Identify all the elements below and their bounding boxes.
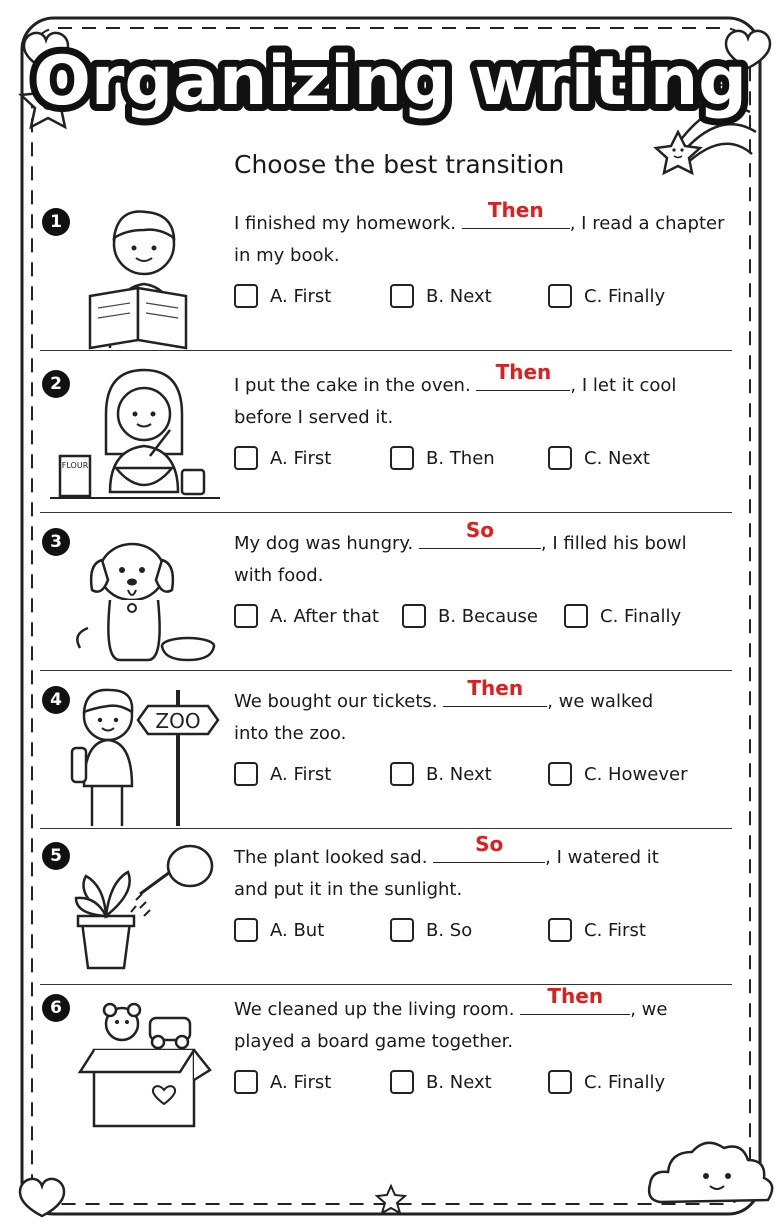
answer-options <box>234 604 734 638</box>
question-number-badge: 3 <box>42 528 70 556</box>
answer-options <box>234 762 734 796</box>
option-label: A. First <box>270 1071 332 1093</box>
question-illustration <box>70 832 220 982</box>
question-illustration <box>70 984 220 1134</box>
question-1 <box>0 198 784 356</box>
option-b[interactable] <box>390 1070 492 1094</box>
option-b[interactable] <box>402 604 538 628</box>
sentence-start: My dog was hungry. <box>234 533 419 554</box>
question-illustration <box>70 198 220 348</box>
handwritten-answer: So <box>465 518 494 542</box>
sentence-start: I put the cake in the oven. <box>234 375 477 396</box>
question-2 <box>0 360 784 518</box>
sentence-start: The plant looked sad. <box>234 847 434 868</box>
question-number-badge: 5 <box>42 842 70 870</box>
question-number-badge: 2 <box>42 370 70 398</box>
option-label: C. Finally <box>600 605 682 627</box>
question-sentence <box>234 832 734 906</box>
option-b[interactable] <box>390 446 495 470</box>
section-divider <box>40 350 732 351</box>
option-label: A. After that <box>270 605 379 627</box>
handwritten-answer: Then <box>487 198 544 222</box>
answer-blank[interactable] <box>433 832 545 863</box>
option-a[interactable] <box>234 1070 331 1094</box>
sentence-start: We bought our tickets. <box>234 691 444 712</box>
sentence-end: , I watered it <box>545 847 659 868</box>
question-4 <box>0 676 784 834</box>
checkbox[interactable] <box>234 918 258 942</box>
sentence-continuation: played a board game together. <box>234 1031 514 1052</box>
answer-options <box>234 446 734 480</box>
option-label: C. Next <box>584 447 650 469</box>
option-label: C. Finally <box>584 1071 666 1093</box>
question-number-badge: 4 <box>42 686 70 714</box>
question-6 <box>0 984 784 1142</box>
question-number-badge: 6 <box>42 994 70 1022</box>
sentence-start: We cleaned up the living room. <box>234 999 521 1020</box>
option-b[interactable] <box>390 284 492 308</box>
sentence-continuation: and put it in the sunlight. <box>234 879 463 900</box>
checkbox[interactable] <box>234 284 258 308</box>
option-label: B. Because <box>438 605 539 627</box>
sentence-continuation: with food. <box>234 565 324 586</box>
question-sentence <box>234 198 734 272</box>
handwritten-answer: So <box>475 832 504 856</box>
option-a[interactable] <box>234 446 331 470</box>
answer-blank[interactable] <box>462 198 570 229</box>
answer-blank[interactable] <box>443 676 547 707</box>
page-title: Organizing writing <box>33 42 747 121</box>
option-label: C. Finally <box>584 285 666 307</box>
sentence-end: , I let it cool <box>570 375 677 396</box>
question-number-badge: 1 <box>42 208 70 236</box>
section-divider <box>40 670 732 671</box>
option-label: B. Next <box>426 1071 492 1093</box>
option-label: A. First <box>270 447 332 469</box>
question-sentence <box>234 360 734 434</box>
flour-label: FLOUR <box>61 461 89 470</box>
question-illustration <box>70 518 220 668</box>
question-5 <box>0 832 784 990</box>
option-label: A. First <box>270 763 332 785</box>
answer-blank[interactable] <box>476 360 570 391</box>
checkbox[interactable] <box>390 1070 414 1094</box>
sentence-continuation: in my book. <box>234 245 340 266</box>
checkbox[interactable] <box>564 604 588 628</box>
checkbox[interactable] <box>390 762 414 786</box>
answer-blank[interactable] <box>419 518 541 549</box>
checkbox[interactable] <box>390 284 414 308</box>
option-label: A. But <box>270 919 325 941</box>
option-label: C. First <box>584 919 646 941</box>
answer-options <box>234 1070 734 1104</box>
page-title-graphic <box>33 28 747 128</box>
checkbox[interactable] <box>234 446 258 470</box>
checkbox[interactable] <box>402 604 426 628</box>
option-c[interactable] <box>548 918 646 942</box>
option-c[interactable] <box>548 446 650 470</box>
question-sentence <box>234 518 734 592</box>
option-b[interactable] <box>390 918 472 942</box>
option-label: C. However <box>584 763 688 785</box>
instructions: Choose the best transition <box>234 150 565 179</box>
zoo-sign-label: ZOO <box>155 709 201 733</box>
question-3 <box>0 518 784 676</box>
option-c[interactable] <box>548 1070 665 1094</box>
question-sentence <box>234 676 734 750</box>
option-c[interactable] <box>548 284 665 308</box>
handwritten-answer: Then <box>495 360 552 384</box>
option-label: B. Next <box>426 763 492 785</box>
checkbox[interactable] <box>234 762 258 786</box>
answer-blank[interactable] <box>520 984 630 1015</box>
question-illustration <box>70 676 220 826</box>
sentence-end: , I read a chapter <box>569 213 725 234</box>
option-b[interactable] <box>390 762 492 786</box>
checkbox[interactable] <box>390 918 414 942</box>
option-a[interactable] <box>234 918 324 942</box>
option-label: B. Then <box>426 447 495 469</box>
question-sentence <box>234 984 734 1058</box>
checkbox[interactable] <box>548 918 572 942</box>
section-divider <box>40 512 732 513</box>
option-label: A. First <box>270 285 332 307</box>
option-a[interactable] <box>234 762 331 786</box>
option-c[interactable] <box>564 604 681 628</box>
option-label: B. So <box>426 919 473 941</box>
checkbox[interactable] <box>390 446 414 470</box>
sentence-continuation: into the zoo. <box>234 723 347 744</box>
sentence-end: , I filled his bowl <box>540 533 687 554</box>
question-illustration <box>61 360 220 510</box>
handwritten-answer: Then <box>547 984 604 1008</box>
option-a[interactable] <box>234 604 379 628</box>
handwritten-answer: Then <box>467 676 524 700</box>
answer-options <box>234 284 734 318</box>
section-divider <box>40 828 732 829</box>
sentence-end: , we walked <box>547 691 654 712</box>
checkbox[interactable] <box>548 762 572 786</box>
option-a[interactable] <box>234 284 331 308</box>
sentence-start: I finished my homework. <box>234 213 462 234</box>
option-label: B. Next <box>426 285 492 307</box>
checkbox[interactable] <box>548 284 572 308</box>
checkbox[interactable] <box>548 1070 572 1094</box>
answer-options <box>234 918 734 952</box>
sentence-continuation: before I served it. <box>234 407 394 428</box>
checkbox[interactable] <box>548 446 572 470</box>
checkbox[interactable] <box>234 1070 258 1094</box>
checkbox[interactable] <box>234 604 258 628</box>
sentence-end: , we <box>630 999 668 1020</box>
option-c[interactable] <box>548 762 687 786</box>
